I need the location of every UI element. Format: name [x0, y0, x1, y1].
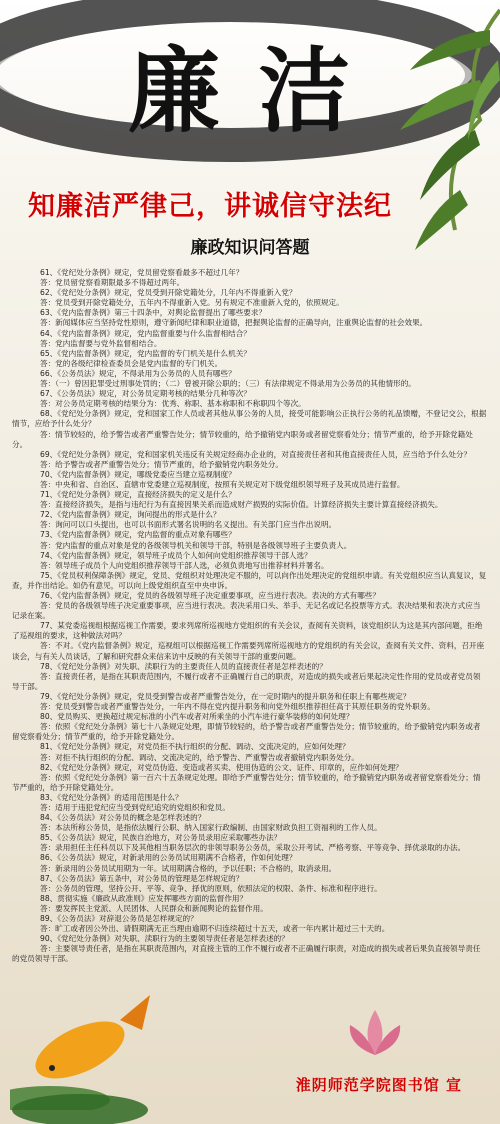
question-text: 88、贯彻实施《廉政从政准则》应发挥哪些方面的监督作用？ [40, 893, 248, 903]
question-text: 77、某党委巡视组根据巡视工作需要，要求列席所巡视地方党组织的有关会议，查阅有关资料，该党组织认为这是其内部问题，拒绝了巡视组的要求，这种做法对吗？ [12, 621, 483, 641]
question-text: 69、《党纪处分条例》规定，党和国家机关违反有关规定经商办企业的，对直接责任者和其他直接责任人员，应当给予什么处分？ [40, 449, 472, 459]
question-text: 70、《党内监督条例》规定，哪级党委应当建立巡视制度？ [40, 469, 236, 479]
question-text: 62、《党纪处分条例》规定，党员受到开除党籍处分，几年内不得重新入党？ [40, 288, 297, 298]
answer-text: 答：党员受到开除党籍处分，五年内不得重新入党。另有规定不准重新入党的，依照规定。 [40, 298, 344, 308]
question-text: 86、《公务员法》规定，对新录用的公务员试用期满不合格者，作如何处理？ [40, 853, 297, 863]
question-text: 75、《党员权利保障条例》规定，党员、党组织对处理决定不服的，可以向作出处理决定的党组织申请。有关党组织应当认真复议，复查，并作出结论。如仍有意见，可以向上级党组织直至中央申诉。 [12, 570, 487, 590]
answer-text: 答：本法所称公务员，是指依法履行公职、纳入国家行政编制、由国家财政负担工资福利的工作人员。 [40, 823, 382, 833]
question-text: 90、《党纪处分条例》对失职、渎职行为的主要领导责任者是怎样表述的？ [40, 934, 289, 944]
answer-text: 答：询问可以口头提出，也可以书面形式署名说明的名义提出。有关部门应当作出说明。 [40, 520, 337, 530]
answer-text: 答：适用于违犯党纪应当受到党纪追究的党组织和党员。 [40, 802, 230, 812]
answer-text: 答：主要领导责任者，是指在其职责范围内，对直接主管的工作不履行或者不正确履行职责，对造成的损失或者后果负直接领导责任的党员领导干部。 [12, 944, 481, 964]
lotus-leaf-decoration [10, 1070, 150, 1124]
question-text: 83、《党纪处分条例》的适用范围是什么？ [40, 792, 183, 802]
question-text: 79、《党纪处分条例》规定，党员受到警告或者严重警告处分，在一定时期内的提升职务和任职上有哪些规定？ [40, 691, 411, 701]
question-text: 68、《党纪处分条例》规定，党和国家工作人员或者其他从事公务的人员，接受可能影响公正执行公务的礼品馈赠，不登记交公，根据情节，应给予什么处分？ [12, 409, 487, 429]
question-text: 63、《党内监督条例》第三十四条中，对舆论监督提出了哪些要求？ [40, 308, 267, 318]
section-subtitle: 廉政知识问答题 [190, 238, 310, 258]
question-text: 81、《党纪处分条例》规定，对党员拒不执行组织的分配、调动、交流决定的，应如何处理？ [40, 742, 350, 752]
answer-text: 答：党内监督要与党外监督相结合。 [40, 338, 162, 348]
question-text: 80、党员购买、更换超过规定标准的小汽车或者对所乘坐的小汽车进行豪华装修的如何处理？ [40, 712, 354, 722]
question-text: 87、《公务员法》第五条中，对公务员的管理是怎样规定的？ [40, 873, 244, 883]
question-text: 66、《公务员法》规定，不得录用为公务员的人员有哪些？ [40, 368, 236, 378]
answer-text: 答：给予警告或者严重警告处分；情节严重的，给予撤销党内职务处分。 [40, 459, 283, 469]
question-text: 73、《党内监督条例》规定，党内监督的重点对象有哪些？ [40, 530, 236, 540]
question-text: 89、《公务员法》对辞退公务员是怎样规定的？ [40, 914, 198, 923]
answer-text: 答：要发挥民主党派、人民团体、人民群众和新闻舆论的监督作用。 [40, 903, 268, 913]
answer-text: 答：党员留党察看期限最多不得超过两年。 [40, 278, 185, 288]
question-text: 78、《党纪处分条例》对失职、渎职行为的主要责任人员的直接责任者是怎样表述的？ [40, 661, 327, 671]
question-text: 74、《党内监督条例》规定，领导班子成员个人如何向党组织推荐领导干部人选？ [40, 550, 312, 560]
answer-text: 答：旷工或者因公外出、请假期满无正当理由逾期不归连续超过十五天，或者一年内累计超过三十天的。 [40, 924, 390, 934]
answer-text: 答：依照《党纪处分条例》第一百六十五条规定处理。即给予严重警告处分；情节较重的，给予撤销党内职务或者留党察看处分；情节严重的，给予开除党籍处分。 [12, 772, 481, 792]
question-text: 76、《党内监督条例》规定，党员的各级领导班子决定重要事项，应当进行表决。表决的方式有哪些？ [40, 591, 380, 600]
answer-text: 答：直接经济损失，是指与违纪行为有直接因果关系而造成财产损毁的实际价值。计算经济损失主要计算直接经济损失。 [40, 500, 443, 510]
publisher-credit: 淮阴师范学院图书馆 宣 [295, 1076, 462, 1094]
answer-text: 答：党员的各级领导班子决定重要事项，应当进行表决。表决采用口头、举手、无记名或记名投票等方式。表决结果和表决方式应当记录在案。 [12, 601, 481, 621]
question-text: 61、《党纪处分条例》规定，党员留党察看最多不超过几年？ [40, 268, 244, 277]
question-text: 67、《公务员法》规定，对公务员定期考核的结果分几种等次？ [40, 389, 251, 399]
lotus-flower-decoration [340, 1000, 410, 1060]
answer-text: 答：中央和省、自治区、直辖市党委建立巡视制度，按照有关规定对下级党组织领导班子及其成员进行监督。 [40, 479, 405, 489]
answer-text: 答：不对。《党内监督条例》规定，巡视组可以根据巡视工作需要列席所巡视地方的党组织的有关会议，查阅有关文件、资料，召开座谈会，与有关人员谈话，了解和研究群众来信来访中反映的有关领导干部的重要问题。 [12, 641, 485, 661]
answer-text: 答：直接责任者，是指在其职责范围内，不履行或者不正确履行自己的职责，对造成的损失或者后果起决定性作用的党员或者党员领导干部。 [12, 671, 481, 691]
question-text: 85、《公务员法》规定，民族自治地方，对公务员录用应采取哪些办法？ [40, 833, 282, 843]
question-text: 72、《党内监督条例》规定，询问提出的形式是什么？ [40, 510, 221, 520]
answer-text: 答：公务员的管理，坚持公开、平等、竞争、择优的原则，依照法定的权限、条件、标准和程序进行。 [40, 883, 382, 893]
question-text: 82、《党纪处分条例》规定，对党员伪造、变造或者买卖、使用伪造的公文、证件、印章的，应作如何处理？ [40, 762, 403, 772]
answer-text: 答：情节较轻的，给予警告或者严重警告处分；情节较重的，给予撤销党内职务或者留党察看处分；情节严重的，给予开除党籍处分。 [12, 429, 473, 449]
answer-text: 答：领导班子成员个人向党组织推荐领导干部人选，必须负责地写出推荐材料并署名。 [40, 560, 329, 570]
question-text: 71、《党纪处分条例》规定，直接经济损失的定义是什么？ [40, 490, 236, 500]
answer-text: 答：新录用的公务员试用期为一年。试用期满合格的，予以任职；不合格的，取消录用。 [40, 863, 337, 873]
question-text: 65、《党内监督条例》规定，党内监督的专门机关是什么机关？ [40, 348, 251, 358]
answer-text: 答：对拒不执行组织的分配、调动、交流决定的，给予警告、严重警告或者撤销党内职务处分。 [40, 752, 359, 762]
answer-text: 答：（一）曾因犯罪受过刑事处罚的；（二）曾被开除公职的；（三）有法律规定不得录用为公务员的其他情形的。 [40, 379, 416, 389]
answer-text: 答：党内监督的重点对象是党的各级领导机关和领导干部，特别是各级领导班子主要负责人。 [40, 540, 352, 550]
answer-text: 答：党的各级纪律检查委员会是党内监督的专门机关。 [40, 358, 223, 368]
qa-body [12, 268, 488, 1068]
answer-text: 答：录用担任主任科员以下及其他相当职务层次的非领导职务公务员，采取公开考试、严格考察、平等竞争、择优录取的办法。 [40, 843, 466, 853]
answer-text: 答：党员受到警告或者严重警告处分，一年内不得在党内提升职务和向党外组织推荐担任高于其原任职务的党外职务。 [40, 702, 435, 712]
slogan-heading: 知廉洁严律己，讲诚信守法纪 [28, 191, 392, 222]
answer-text: 答：依照《党纪处分条例》第七十八条规定处理，即情节较轻的，给予警告或者严重警告处分；情节较重的，给予撤销党内职务或者留党察看处分；情节严重的，给予开除党籍处分。 [12, 722, 481, 742]
answer-text: 答：新闻媒体应当坚持党性原则，遵守新闻纪律和职业道德，把握舆论监督的正确导向，注重舆论监督的社会效果。 [40, 318, 428, 328]
answer-text: 答：对公务员定期考核的结果分为：优秀、称职、基本称职和不称职四个等次。 [40, 399, 306, 409]
question-text: 64、《党内监督条例》规定，党内监督重要与什么监督相结合？ [40, 328, 251, 338]
question-text: 84、《公务员法》对公务员的概念是怎样表述的？ [40, 813, 206, 823]
page-title: 廉洁 [128, 37, 389, 145]
